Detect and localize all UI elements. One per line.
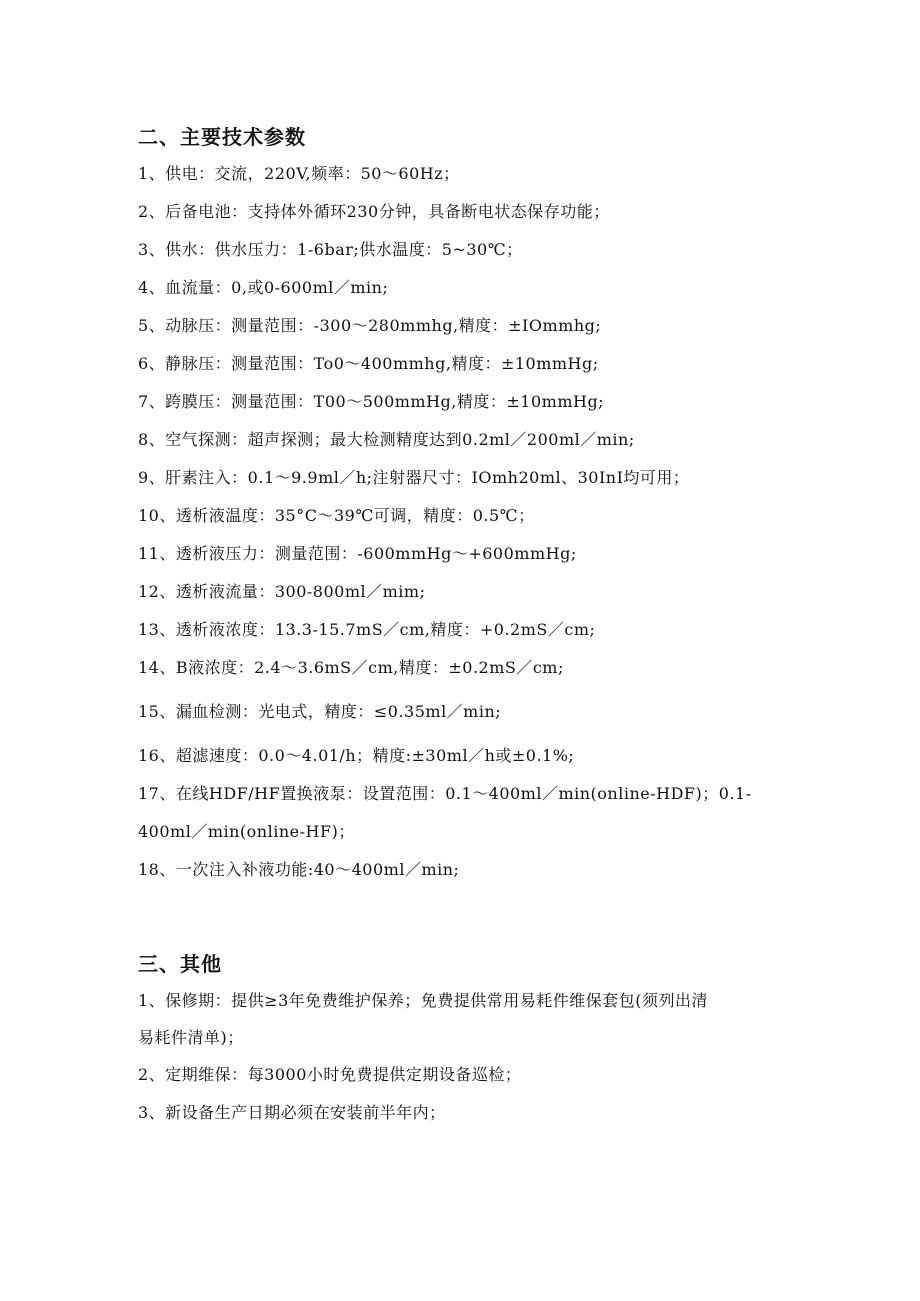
param-line-9: 9、肝素注入：0.1～9.9ml／h;注射器尺寸：IOmh20ml、30InI均可用； bbox=[138, 468, 690, 487]
param-line-3: 3、供水：供水压力：1-6bar;供水温度：5~30℃； bbox=[138, 240, 523, 259]
param-line-7: 7、跨膜压：测量范围：T00～500mmHg,精度：±10mmHg; bbox=[138, 392, 605, 411]
section-heading-main-params: 二、主要技术参数 bbox=[138, 125, 306, 149]
other-line-2: 2、定期维保：每3000小时免费提供定期设备巡检； bbox=[138, 1065, 522, 1084]
section-heading-other: 三、其他 bbox=[138, 952, 222, 976]
param-line-6: 6、静脉压：测量范围：To0～400mmhg,精度：±10mmHg; bbox=[138, 354, 599, 373]
param-line-4: 4、血流量：0,或0-600ml／min; bbox=[138, 278, 389, 297]
other-line-1: 1、保修期：提供≥3年免费维护保养；免费提供常用易耗件维保套包(须列出清 bbox=[138, 991, 709, 1010]
param-line-10: 10、透析液温度：35°C～39℃可调，精度：0.5℃； bbox=[138, 506, 535, 525]
param-line-8: 8、空气探测：超声探测；最大检测精度达到0.2ml／200ml／min; bbox=[138, 430, 635, 449]
param-line-17: 17、在线HDF/HF置换液泵：设置范围：0.1～400ml／min(online-HDF)；0.1- bbox=[138, 784, 752, 803]
param-line-5: 5、动脉压：测量范围：-300～280mmhg,精度：±IOmmhg; bbox=[138, 316, 602, 335]
other-line-3: 3、新设备生产日期必须在安装前半年内； bbox=[138, 1103, 446, 1122]
param-line-11: 11、透析液压力：测量范围：-600mmHg～+600mmHg; bbox=[138, 544, 577, 563]
param-line-15: 15、漏血检测：光电式，精度：≤0.35ml／min; bbox=[138, 702, 502, 721]
param-line-17-cont: 400ml／min(online-HF)； bbox=[138, 822, 355, 841]
param-line-16: 16、超滤速度：0.0～4.01/h；精度:±30ml／h或±0.1%; bbox=[138, 746, 575, 765]
other-line-1-cont: 易耗件清单)； bbox=[138, 1028, 244, 1047]
param-line-1: 1、供电：交流，220V,频率：50～60Hz； bbox=[138, 164, 460, 183]
param-line-14: 14、B液浓度：2.4～3.6mS／cm,精度：±0.2mS／cm; bbox=[138, 658, 564, 677]
param-line-18: 18、一次注入补液功能:40～400ml／min; bbox=[138, 860, 460, 879]
param-line-2: 2、后备电池：支持体外循环230分钟，具备断电状态保存功能； bbox=[138, 202, 610, 221]
param-line-12: 12、透析液流量：300-800ml／mim; bbox=[138, 582, 426, 601]
param-line-13: 13、透析液浓度：13.3-15.7mS／cm,精度：+0.2mS／cm; bbox=[138, 620, 596, 639]
